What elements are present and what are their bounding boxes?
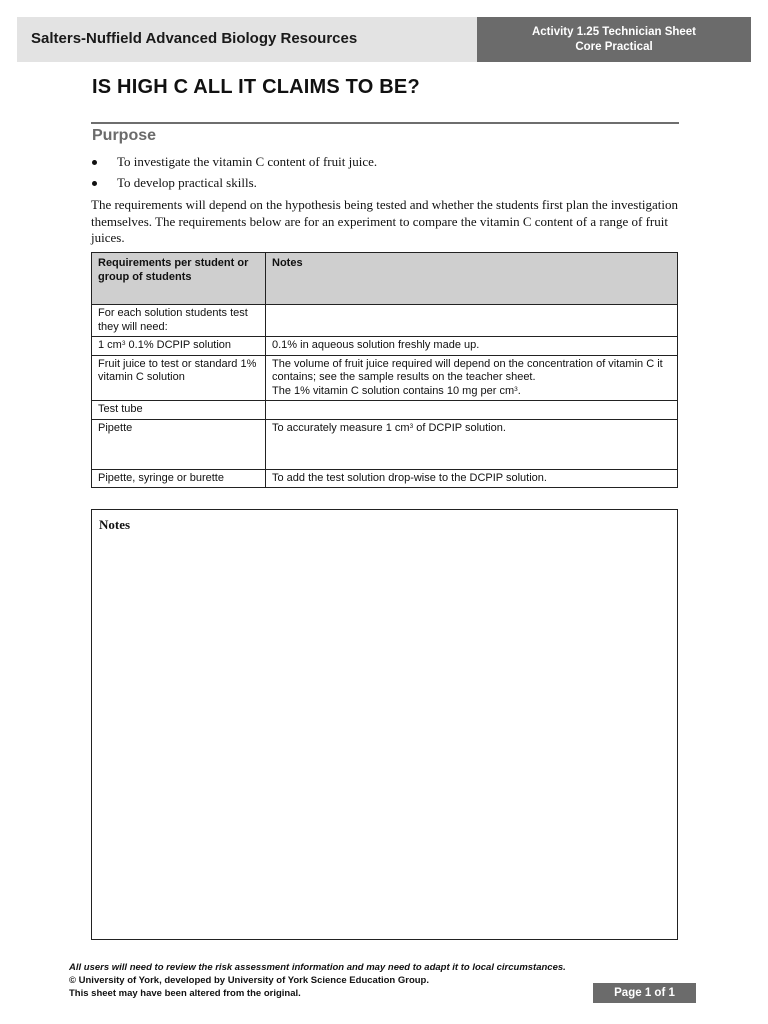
footer-disclaimer: All users will need to review the risk assessment information and may need to adapt it to local circumstances.: [69, 962, 566, 973]
purpose-bullet-text: To investigate the vitamin C content of fruit juice.: [117, 154, 378, 169]
purpose-heading: Purpose: [92, 127, 157, 144]
table-row: [92, 305, 678, 337]
page-title: IS HIGH C ALL IT CLAIMS TO BE?: [92, 76, 420, 98]
table-header-row: [92, 253, 678, 305]
bullet-icon: [92, 160, 97, 165]
page-number: Page 1 of 1: [593, 983, 696, 1003]
superscript: 3: [121, 340, 126, 347]
notes-text: of DCPIP solution.: [413, 421, 506, 434]
requirement-cell: Test tube: [92, 401, 266, 420]
notes-text-line: [272, 385, 671, 399]
requirement-cell: Pipette: [92, 419, 266, 469]
notes-cell: 0.1% in aqueous solution freshly made up.: [266, 337, 678, 356]
requirements-table: [91, 252, 678, 488]
activity-badge: [477, 17, 751, 62]
requirement-cell: [92, 337, 266, 356]
footer-altered-note: This sheet may have been altered from the original.: [69, 988, 301, 999]
title-divider: [91, 122, 679, 124]
notes-cell: [266, 419, 678, 469]
requirement-cell: For each solution students test they will need:: [92, 305, 266, 337]
table-row: [92, 419, 678, 469]
purpose-bullet: [92, 153, 682, 174]
table-row: [92, 355, 678, 401]
req-text: 0.1% DCPIP solution: [125, 339, 232, 351]
notes-box: [91, 509, 678, 940]
purpose-bullet-text: To develop practical skills.: [117, 175, 257, 190]
notes-cell: [266, 401, 678, 420]
intro-paragraph: The requirements will depend on the hypothesis being tested and whether the students first plan the investigation themselves. The requirements below are for an experiment to compare the vitamin C content of a range of fruit juices.: [91, 197, 679, 245]
table-row: [92, 337, 678, 356]
req-text: 1 cm: [98, 339, 122, 351]
notes-cell: [266, 305, 678, 337]
activity-line-2: Core Practical: [575, 40, 653, 53]
column-header-requirements: Requirements per student or group of students: [92, 253, 266, 305]
requirement-cell: Fruit juice to test or standard 1% vitamin C solution: [92, 355, 266, 401]
requirement-cell: Pipette, syringe or burette: [92, 469, 266, 488]
footer-copyright: © University of York, developed by University of York Science Education Group.: [69, 975, 430, 986]
column-header-notes: Notes: [266, 253, 678, 305]
notes-text: The volume of fruit juice required will depend on the concentration of vitamin C it contains; see the sample results on the teacher sheet.: [272, 357, 663, 383]
notes-cell: To add the test solution drop-wise to the DCPIP solution.: [266, 469, 678, 488]
superscript: 3: [409, 422, 414, 430]
notes-text: The 1% vitamin C solution contains 10 mg per cm: [272, 384, 515, 397]
notes-text: .: [517, 384, 521, 397]
footer: [69, 961, 669, 1000]
purpose-bullet: [92, 174, 682, 195]
superscript: 3: [514, 385, 518, 393]
notes-box-title: Notes: [99, 517, 131, 532]
notes-text: To accurately measure 1 cm: [272, 421, 410, 434]
bullet-icon: [92, 181, 97, 186]
purpose-list: [92, 153, 682, 195]
table-row: [92, 401, 678, 420]
table-row: [92, 469, 678, 488]
series-title: Salters-Nuffield Advanced Biology Resources: [31, 30, 358, 47]
notes-cell: [266, 355, 678, 401]
activity-line-1: Activity 1.25 Technician Sheet: [531, 25, 697, 38]
